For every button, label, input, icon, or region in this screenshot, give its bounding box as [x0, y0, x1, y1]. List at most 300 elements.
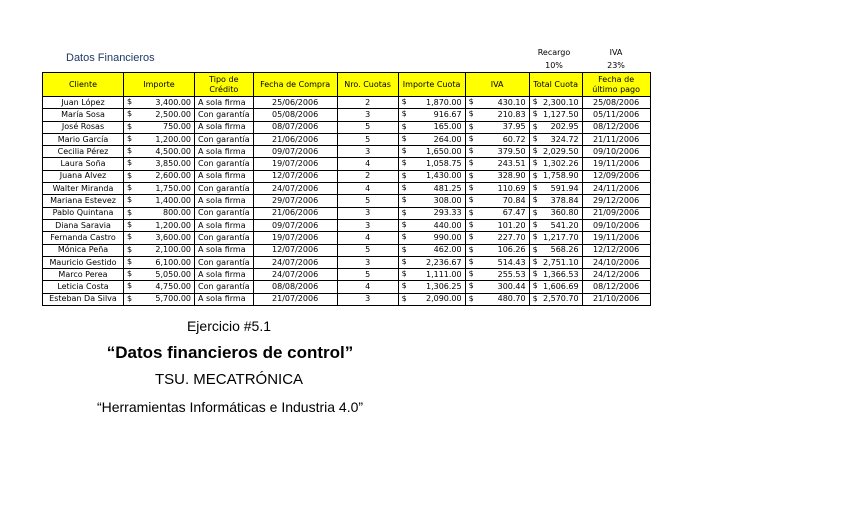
cell-nro-cuotas: 3	[337, 256, 398, 268]
currency-symbol: $	[401, 207, 407, 217]
cell-fecha-compra: 21/06/2006	[253, 133, 337, 145]
cell-fecha-ultimo-pago: 19/11/2006	[582, 158, 650, 170]
cell-importe-value: 2,600.00	[155, 171, 191, 181]
cell-total-cuota	[529, 170, 582, 182]
currency-symbol: $	[127, 170, 133, 180]
header-nro-cuotas: Nro. Cuotas	[337, 73, 398, 97]
currency-symbol: $	[401, 133, 407, 143]
currency-symbol: $	[468, 170, 474, 180]
cell-total-cuota-value: 324.72	[550, 134, 579, 144]
cell-nro-cuotas: 5	[337, 269, 398, 281]
currency-symbol: $	[401, 195, 407, 205]
cell-importe-cuota	[398, 170, 465, 182]
currency-symbol: $	[532, 170, 538, 180]
cell-tipo-credito: Con garantía	[195, 158, 254, 170]
cell-importe-cuota	[398, 269, 465, 281]
cell-importe-value: 2,500.00	[155, 109, 191, 119]
currency-symbol: $	[127, 133, 133, 143]
cell-importe-cuota-value: 1,650.00	[425, 146, 462, 156]
currency-symbol: $	[127, 97, 133, 106]
document-subtitle: “Datos financieros de control”	[106, 343, 354, 362]
currency-symbol: $	[127, 109, 133, 119]
header-iva: IVA	[465, 73, 529, 97]
cell-importe	[124, 207, 195, 219]
currency-symbol: $	[401, 293, 407, 303]
cell-fecha-compra: 21/07/2006	[253, 293, 337, 305]
header-fecha-ultimo-pago: Fecha de último pago	[582, 73, 650, 97]
cell-importe	[124, 256, 195, 268]
sheet-title: Datos Financieros	[66, 52, 155, 64]
currency-symbol: $	[532, 121, 538, 131]
cell-tipo-credito: A sola firma	[195, 293, 254, 305]
cell-iva	[465, 281, 529, 293]
cell-cliente: Mauricio Gestido	[43, 256, 124, 268]
cell-total-cuota-value: 1,217.70	[542, 232, 579, 242]
currency-symbol: $	[468, 244, 474, 254]
currency-symbol: $	[401, 269, 407, 279]
cell-importe	[124, 244, 195, 256]
cell-fecha-ultimo-pago: 09/10/2006	[582, 219, 650, 231]
cell-iva	[465, 207, 529, 219]
cell-cliente: Pablo Quintana	[43, 207, 124, 219]
cell-importe	[124, 109, 195, 121]
cell-nro-cuotas: 5	[337, 133, 398, 145]
cell-total-cuota-value: 202.95	[550, 122, 579, 132]
cell-tipo-credito: A sola firma	[195, 121, 254, 133]
table-row	[43, 183, 651, 195]
cell-total-cuota	[529, 133, 582, 145]
currency-symbol: $	[532, 256, 538, 266]
cell-iva-value: 67.47	[502, 208, 526, 218]
cell-importe-cuota	[398, 256, 465, 268]
cell-total-cuota	[529, 219, 582, 231]
currency-symbol: $	[468, 281, 474, 291]
recargo-value: 10%	[545, 61, 563, 70]
cell-fecha-compra: 25/06/2006	[253, 97, 337, 109]
cell-importe-cuota	[398, 121, 465, 133]
cell-total-cuota	[529, 269, 582, 281]
cell-fecha-ultimo-pago: 24/10/2006	[582, 256, 650, 268]
cell-iva	[465, 183, 529, 195]
cell-total-cuota	[529, 207, 582, 219]
cell-importe-cuota	[398, 133, 465, 145]
cell-total-cuota-value: 360.80	[550, 208, 579, 218]
cell-nro-cuotas: 4	[337, 183, 398, 195]
cell-iva	[465, 109, 529, 121]
cell-nro-cuotas: 5	[337, 121, 398, 133]
currency-symbol: $	[468, 183, 474, 193]
cell-iva-value: 430.10	[497, 97, 526, 107]
cell-tipo-credito: A sola firma	[195, 195, 254, 207]
financial-table	[42, 72, 651, 306]
cell-fecha-compra: 19/07/2006	[253, 232, 337, 244]
currency-symbol: $	[127, 158, 133, 168]
cell-total-cuota	[529, 146, 582, 158]
cell-iva-value: 106.26	[497, 245, 526, 255]
currency-symbol: $	[127, 244, 133, 254]
cell-iva	[465, 146, 529, 158]
currency-symbol: $	[532, 269, 538, 279]
currency-symbol: $	[401, 281, 407, 291]
cell-importe-cuota-value: 1,430.00	[425, 171, 462, 181]
cell-cliente: Fernanda Castro	[43, 232, 124, 244]
cell-importe-value: 3,600.00	[155, 232, 191, 242]
cell-importe-cuota-value: 308.00	[433, 196, 462, 206]
header-importe-cuota: Importe Cuota	[398, 73, 465, 97]
cell-importe	[124, 281, 195, 293]
cell-iva	[465, 195, 529, 207]
currency-symbol: $	[127, 293, 133, 303]
cell-total-cuota-value: 568.26	[550, 245, 579, 255]
currency-symbol: $	[468, 256, 474, 266]
cell-importe-cuota-value: 2,090.00	[425, 294, 462, 304]
cell-importe-cuota	[398, 293, 465, 305]
cell-tipo-credito: A sola firma	[195, 219, 254, 231]
cell-importe-value: 800.00	[163, 208, 191, 218]
currency-symbol: $	[127, 207, 133, 217]
cell-importe-cuota	[398, 244, 465, 256]
cell-nro-cuotas: 3	[337, 293, 398, 305]
cell-fecha-ultimo-pago: 21/09/2006	[582, 207, 650, 219]
iva-label: IVA	[609, 48, 623, 57]
cell-iva	[465, 121, 529, 133]
cell-fecha-ultimo-pago: 12/12/2006	[582, 244, 650, 256]
cell-iva	[465, 158, 529, 170]
cell-iva-value: 101.20	[497, 220, 526, 230]
cell-tipo-credito: Con garantía	[195, 109, 254, 121]
cell-cliente: Mariana Estevez	[43, 195, 124, 207]
cell-importe-value: 1,200.00	[155, 220, 191, 230]
currency-symbol: $	[468, 158, 474, 168]
cell-importe-cuota-value: 293.33	[433, 208, 462, 218]
cell-iva	[465, 97, 529, 109]
cell-tipo-credito: A sola firma	[195, 146, 254, 158]
cell-cliente: Marco Perea	[43, 269, 124, 281]
cell-tipo-credito: Con garantía	[195, 232, 254, 244]
table-row	[43, 281, 651, 293]
cell-fecha-ultimo-pago: 12/09/2006	[582, 170, 650, 182]
cell-iva-value: 243.51	[497, 159, 526, 169]
currency-symbol: $	[468, 109, 474, 119]
cell-cliente: Laura Soña	[43, 158, 124, 170]
currency-symbol: $	[532, 232, 538, 242]
currency-symbol: $	[127, 183, 133, 193]
cell-iva	[465, 293, 529, 305]
currency-symbol: $	[127, 232, 133, 242]
cell-fecha-ultimo-pago: 08/12/2006	[582, 281, 650, 293]
currency-symbol: $	[401, 183, 407, 193]
cell-total-cuota	[529, 97, 582, 109]
cell-importe-value: 4,500.00	[155, 146, 191, 156]
currency-symbol: $	[127, 219, 133, 229]
cell-importe-cuota	[398, 97, 465, 109]
currency-symbol: $	[468, 232, 474, 242]
currency-symbol: $	[401, 146, 407, 156]
cell-tipo-credito: Con garantía	[195, 133, 254, 145]
cell-iva-value: 210.83	[497, 109, 526, 119]
cell-importe-value: 5,700.00	[155, 294, 191, 304]
table-row	[43, 293, 651, 305]
cell-importe	[124, 183, 195, 195]
cell-importe-cuota	[398, 281, 465, 293]
cell-cliente: Juan López	[43, 97, 124, 109]
table-row	[43, 195, 651, 207]
cell-tipo-credito: Con garantía	[195, 256, 254, 268]
cell-nro-cuotas: 2	[337, 170, 398, 182]
currency-symbol: $	[532, 158, 538, 168]
table-row	[43, 121, 651, 133]
cell-fecha-compra: 24/07/2006	[253, 269, 337, 281]
cell-importe	[124, 133, 195, 145]
cell-total-cuota	[529, 121, 582, 133]
currency-symbol: $	[127, 195, 133, 205]
cell-importe-cuota-value: 916.67	[433, 109, 462, 119]
cell-importe-cuota	[398, 195, 465, 207]
currency-symbol: $	[127, 269, 133, 279]
cell-importe-cuota	[398, 232, 465, 244]
cell-importe-cuota-value: 264.00	[433, 134, 462, 144]
currency-symbol: $	[532, 195, 538, 205]
cell-cliente: Walter Miranda	[43, 183, 124, 195]
currency-symbol: $	[468, 97, 474, 106]
cell-fecha-compra: 19/07/2006	[253, 158, 337, 170]
cell-fecha-compra: 09/07/2006	[253, 219, 337, 231]
cell-total-cuota-value: 1,758.90	[542, 171, 579, 181]
cell-cliente: María Sosa	[43, 109, 124, 121]
cell-importe-cuota-value: 481.25	[433, 183, 462, 193]
cell-total-cuota	[529, 256, 582, 268]
cell-total-cuota-value: 1,127.50	[542, 109, 579, 119]
currency-symbol: $	[127, 256, 133, 266]
currency-symbol: $	[468, 146, 474, 156]
cell-iva-value: 300.44	[497, 282, 526, 292]
cell-importe-cuota	[398, 207, 465, 219]
cell-importe-value: 1,750.00	[155, 183, 191, 193]
cell-fecha-ultimo-pago: 21/11/2006	[582, 133, 650, 145]
table-row	[43, 219, 651, 231]
cell-iva-value: 60.72	[502, 134, 526, 144]
cell-tipo-credito: Con garantía	[195, 183, 254, 195]
cell-tipo-credito: A sola firma	[195, 170, 254, 182]
table-row	[43, 109, 651, 121]
cell-iva-value: 255.53	[497, 269, 526, 279]
cell-iva-value: 379.50	[497, 146, 526, 156]
cell-importe	[124, 121, 195, 133]
cell-nro-cuotas: 5	[337, 244, 398, 256]
cell-importe-cuota-value: 1,111.00	[425, 269, 462, 279]
recargo-label: Recargo	[537, 48, 571, 57]
cell-iva	[465, 219, 529, 231]
table-row	[43, 170, 651, 182]
cell-importe	[124, 219, 195, 231]
cell-importe-cuota-value: 165.00	[433, 122, 462, 132]
cell-importe-cuota	[398, 146, 465, 158]
header-importe: Importe	[124, 73, 195, 97]
currency-symbol: $	[127, 121, 133, 131]
cell-iva	[465, 232, 529, 244]
cell-cliente: Juana Alvez	[43, 170, 124, 182]
currency-symbol: $	[468, 207, 474, 217]
cell-importe-cuota-value: 1,058.75	[425, 159, 462, 169]
cell-importe-value: 1,400.00	[155, 196, 191, 206]
cell-cliente: Esteban Da Silva	[43, 293, 124, 305]
cell-importe-cuota	[398, 183, 465, 195]
cell-importe-value: 4,750.00	[155, 282, 191, 292]
cell-tipo-credito: A sola firma	[195, 97, 254, 109]
cell-importe-cuota-value: 1,870.00	[425, 97, 462, 107]
table-row	[43, 146, 651, 158]
cell-nro-cuotas: 4	[337, 232, 398, 244]
cell-fecha-ultimo-pago: 24/12/2006	[582, 269, 650, 281]
cell-importe-cuota	[398, 219, 465, 231]
cell-total-cuota-value: 2,570.70	[542, 294, 579, 304]
currency-symbol: $	[127, 146, 133, 156]
cell-fecha-compra: 08/08/2006	[253, 281, 337, 293]
cell-importe-value: 3,400.00	[155, 97, 191, 107]
cell-total-cuota-value: 378.84	[550, 196, 579, 206]
cell-iva-value: 70.84	[502, 196, 526, 206]
cell-iva	[465, 170, 529, 182]
cell-fecha-compra: 24/07/2006	[253, 256, 337, 268]
cell-fecha-ultimo-pago: 21/10/2006	[582, 293, 650, 305]
currency-symbol: $	[532, 207, 538, 217]
cell-tipo-credito: Con garantía	[195, 281, 254, 293]
table-row	[43, 158, 651, 170]
table-row	[43, 256, 651, 268]
cell-nro-cuotas: 2	[337, 97, 398, 109]
currency-symbol: $	[468, 269, 474, 279]
currency-symbol: $	[127, 281, 133, 291]
table-row	[43, 207, 651, 219]
currency-symbol: $	[532, 293, 538, 303]
cell-total-cuota-value: 2,300.10	[542, 97, 579, 107]
cell-tipo-credito: A sola firma	[195, 244, 254, 256]
currency-symbol: $	[532, 219, 538, 229]
cell-importe-cuota-value: 1,306.25	[425, 282, 462, 292]
currency-symbol: $	[401, 232, 407, 242]
currency-symbol: $	[401, 244, 407, 254]
exercise-number: Ejercicio #5.1	[186, 318, 272, 334]
currency-symbol: $	[468, 133, 474, 143]
currency-symbol: $	[401, 219, 407, 229]
cell-importe-value: 5,050.00	[155, 269, 191, 279]
currency-symbol: $	[401, 97, 407, 106]
cell-fecha-compra: 09/07/2006	[253, 146, 337, 158]
cell-nro-cuotas: 3	[337, 219, 398, 231]
cell-iva-value: 37.95	[502, 122, 526, 132]
cell-importe-value: 6,100.00	[155, 257, 191, 267]
table-row	[43, 244, 651, 256]
cell-total-cuota	[529, 183, 582, 195]
table-body	[43, 97, 651, 306]
currency-symbol: $	[532, 97, 538, 106]
cell-tipo-credito: A sola firma	[195, 269, 254, 281]
cell-fecha-compra: 05/08/2006	[253, 109, 337, 121]
cell-total-cuota	[529, 293, 582, 305]
cell-iva-value: 110.69	[497, 183, 526, 193]
program-name: TSU. MECATRÓNICA	[154, 371, 304, 388]
cell-importe	[124, 195, 195, 207]
cell-importe	[124, 269, 195, 281]
currency-symbol: $	[532, 109, 538, 119]
currency-symbol: $	[532, 281, 538, 291]
table-row	[43, 232, 651, 244]
cell-fecha-ultimo-pago: 29/12/2006	[582, 195, 650, 207]
cell-importe	[124, 97, 195, 109]
cell-importe-cuota	[398, 109, 465, 121]
cell-total-cuota	[529, 195, 582, 207]
cell-total-cuota-value: 1,366.53	[542, 269, 579, 279]
cell-total-cuota	[529, 109, 582, 121]
cell-iva	[465, 269, 529, 281]
cell-nro-cuotas: 5	[337, 195, 398, 207]
cell-fecha-compra: 29/07/2006	[253, 195, 337, 207]
cell-total-cuota	[529, 281, 582, 293]
table-row	[43, 269, 651, 281]
cell-iva	[465, 256, 529, 268]
cell-importe	[124, 146, 195, 158]
table-row	[43, 133, 651, 145]
cell-fecha-ultimo-pago: 19/11/2006	[582, 232, 650, 244]
cell-fecha-compra: 12/07/2006	[253, 244, 337, 256]
cell-total-cuota-value: 2,029.50	[542, 146, 579, 156]
currency-symbol: $	[532, 244, 538, 254]
cell-importe	[124, 170, 195, 182]
cell-iva-value: 328.90	[497, 171, 526, 181]
iva-value: 23%	[607, 61, 625, 70]
header-row	[43, 73, 651, 97]
cell-fecha-compra: 21/06/2006	[253, 207, 337, 219]
header-fecha-compra: Fecha de Compra	[253, 73, 337, 97]
currency-symbol: $	[401, 109, 407, 119]
currency-symbol: $	[401, 170, 407, 180]
cell-cliente: Mónica Peña	[43, 244, 124, 256]
cell-importe	[124, 158, 195, 170]
cell-cliente: José Rosas	[43, 121, 124, 133]
currency-symbol: $	[401, 121, 407, 131]
cell-importe	[124, 293, 195, 305]
header-total-cuota: Total Cuota	[529, 73, 582, 97]
currency-symbol: $	[468, 195, 474, 205]
currency-symbol: $	[468, 219, 474, 229]
currency-symbol: $	[401, 158, 407, 168]
currency-symbol: $	[532, 133, 538, 143]
cell-importe-cuota-value: 2,236.67	[425, 257, 462, 267]
cell-total-cuota	[529, 244, 582, 256]
cell-total-cuota-value: 1,302.26	[542, 159, 579, 169]
cell-cliente: Mario García	[43, 133, 124, 145]
cell-importe	[124, 232, 195, 244]
header-tipo-credito: Tipo de Crédito	[195, 73, 254, 97]
header-cliente: Cliente	[43, 73, 124, 97]
cell-nro-cuotas: 3	[337, 207, 398, 219]
cell-fecha-ultimo-pago: 08/12/2006	[582, 121, 650, 133]
cell-total-cuota-value: 2,751.10	[542, 257, 579, 267]
cell-fecha-ultimo-pago: 05/11/2006	[582, 109, 650, 121]
cell-importe-cuota-value: 990.00	[433, 232, 462, 242]
currency-symbol: $	[401, 256, 407, 266]
cell-nro-cuotas: 4	[337, 281, 398, 293]
currency-symbol: $	[532, 146, 538, 156]
cell-nro-cuotas: 3	[337, 146, 398, 158]
cell-total-cuota	[529, 158, 582, 170]
cell-importe-value: 2,100.00	[155, 245, 191, 255]
cell-total-cuota-value: 591.94	[550, 183, 579, 193]
cell-importe-value: 750.00	[163, 122, 191, 132]
cell-fecha-ultimo-pago: 24/11/2006	[582, 183, 650, 195]
currency-symbol: $	[532, 183, 538, 193]
table-row	[43, 97, 651, 109]
